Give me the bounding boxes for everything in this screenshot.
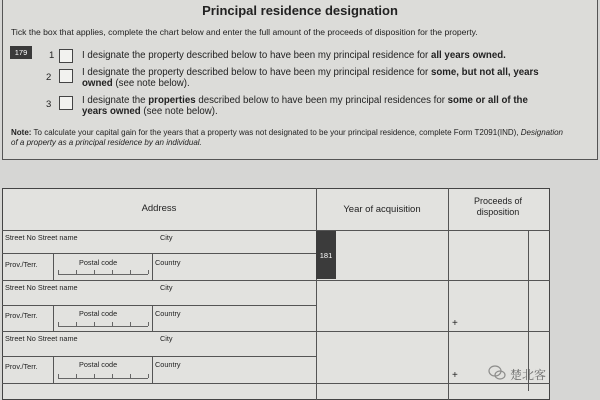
note-label: Note: bbox=[11, 128, 32, 137]
cell-divider bbox=[53, 306, 54, 331]
plus-sign: + bbox=[452, 318, 458, 329]
option-3-number: 3 bbox=[46, 99, 52, 110]
postal-code-box bbox=[58, 274, 148, 275]
postal-code-tick bbox=[94, 270, 95, 274]
option-2-text: I designate the property described below to have been my principal residence for some, but not all, years owned (see note below). bbox=[82, 67, 539, 89]
note-text bbox=[11, 128, 571, 148]
postal-code-tick bbox=[148, 270, 149, 274]
row-divider bbox=[2, 253, 316, 254]
postal-code-tick bbox=[58, 270, 59, 274]
line-code-181: 181 bbox=[316, 231, 336, 279]
postal-label: Postal code bbox=[79, 360, 118, 369]
row-divider bbox=[2, 356, 316, 357]
postal-code-box bbox=[58, 378, 148, 379]
postal-code-tick bbox=[148, 322, 149, 326]
postal-code-tick bbox=[58, 322, 59, 326]
row-divider bbox=[2, 383, 550, 384]
postal-code-tick bbox=[94, 374, 95, 378]
postal-code-tick bbox=[130, 270, 131, 274]
cell-divider bbox=[152, 306, 153, 331]
postal-label: Postal code bbox=[79, 258, 118, 267]
postal-code-tick bbox=[58, 374, 59, 378]
postal-code-tick bbox=[76, 374, 77, 378]
street-label: Street No Street name bbox=[5, 283, 78, 292]
watermark-text: 楚北客 bbox=[510, 368, 547, 382]
cell-divider bbox=[152, 357, 153, 383]
postal-code-tick bbox=[112, 322, 113, 326]
postal-code-tick bbox=[94, 322, 95, 326]
header-row-divider bbox=[2, 230, 550, 231]
option-2-checkbox[interactable] bbox=[59, 69, 73, 83]
postal-code-tick bbox=[76, 322, 77, 326]
cell-divider bbox=[53, 254, 54, 280]
year-header: Year of acquisition bbox=[343, 204, 421, 215]
column-divider bbox=[448, 188, 449, 400]
postal-label: Postal code bbox=[79, 309, 118, 318]
cell-divider bbox=[53, 357, 54, 383]
option-3-checkbox[interactable] bbox=[59, 96, 73, 110]
prov-label: Prov./Terr. bbox=[5, 362, 38, 371]
street-label: Street No Street name bbox=[5, 334, 78, 343]
plus-sign: + bbox=[452, 370, 458, 381]
postal-code-tick bbox=[130, 374, 131, 378]
country-label: Country bbox=[155, 360, 181, 369]
postal-code-tick bbox=[76, 270, 77, 274]
note-body: To calculate your capital gain for the years that a property was not designated to be your principal residence, complete Form T2091(IND), Designation of a property as a principal residence by an individual. bbox=[11, 128, 563, 147]
principal-residence-section bbox=[2, 0, 598, 160]
cell-divider bbox=[152, 254, 153, 280]
wechat-icon bbox=[488, 364, 506, 382]
postal-code-box bbox=[58, 326, 148, 327]
prov-label: Prov./Terr. bbox=[5, 311, 38, 320]
country-label: Country bbox=[155, 258, 181, 267]
option-2-number: 2 bbox=[46, 72, 52, 83]
option-1-text: I designate the property described below to have been my principal residence for all years owned. bbox=[82, 50, 506, 61]
city-label: City bbox=[160, 233, 173, 242]
column-divider bbox=[316, 188, 317, 400]
postal-code-tick bbox=[130, 322, 131, 326]
option-1-checkbox[interactable] bbox=[59, 49, 73, 63]
proceeds-header: Proceeds of disposition bbox=[473, 196, 523, 217]
postal-code-tick bbox=[112, 374, 113, 378]
city-label: City bbox=[160, 283, 173, 292]
postal-code-tick bbox=[148, 374, 149, 378]
instruction-text: Tick the box that applies, complete the chart below and enter the full amount of the proceeds of disposition for the property. bbox=[11, 27, 478, 37]
line-code-179: 179 bbox=[10, 46, 32, 59]
row-divider bbox=[2, 331, 550, 332]
postal-code-tick bbox=[112, 270, 113, 274]
prov-label: Prov./Terr. bbox=[5, 260, 38, 269]
section-title: Principal residence designation bbox=[202, 3, 398, 18]
country-label: Country bbox=[155, 309, 181, 318]
option-1-number: 1 bbox=[49, 50, 55, 61]
street-label: Street No Street name bbox=[5, 233, 78, 242]
row-divider bbox=[2, 280, 550, 281]
address-header: Address bbox=[141, 203, 177, 214]
option-3-text: I designate the properties described below to have been my principal residences for some or all of the years owned (see note below). bbox=[82, 95, 528, 117]
city-label: City bbox=[160, 334, 173, 343]
row-divider bbox=[2, 305, 316, 306]
